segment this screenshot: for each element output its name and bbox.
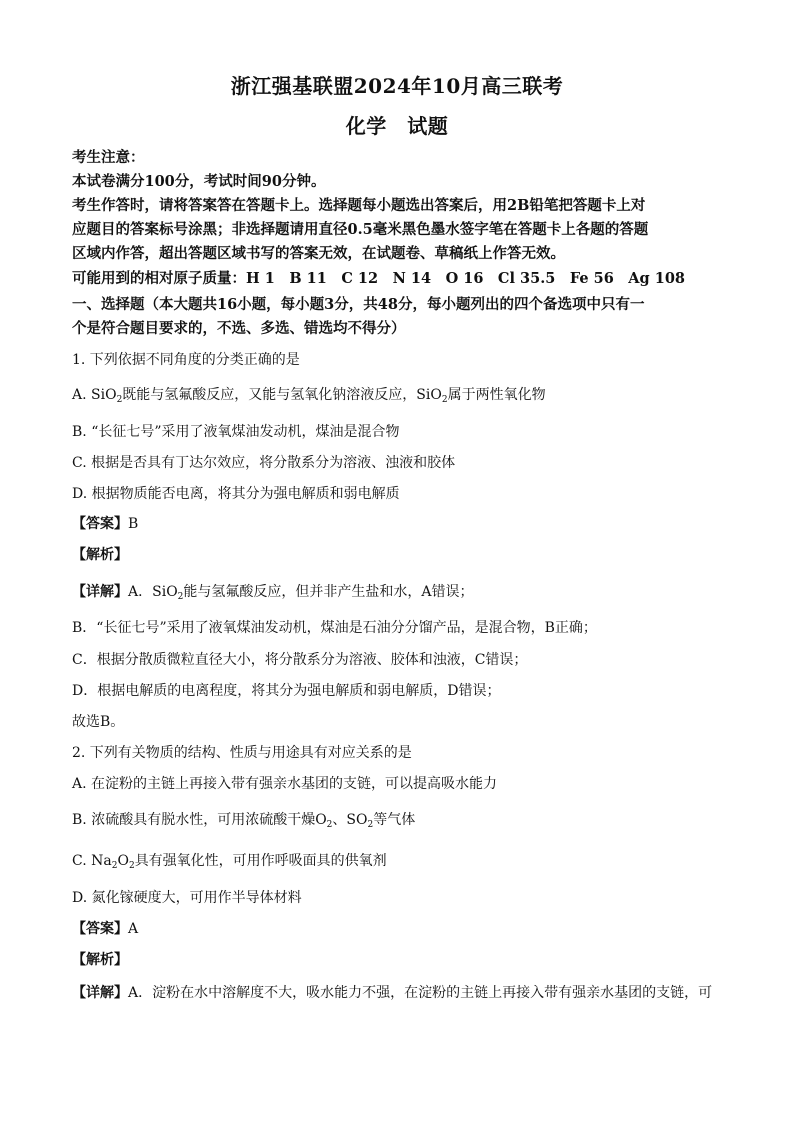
q2-answer-tag: 【答案】 [72, 921, 128, 937]
q2-detail-tag: 【详解】 [72, 985, 128, 1001]
q2-ea-text: A．淀粉在水中溶解度不大，吸水能力不强，在淀粉的主链上再接入带有强亲水基团的支链，可 [128, 985, 713, 1001]
q2-b-sub-2: 2 [367, 820, 374, 830]
notice-line-4: 区域内作答，超出答题区域书写的答案无效，在试题卷、草稿纸上作答无效。 [72, 245, 565, 262]
exam-title: 浙江强基联盟2024年10月高三联考 [230, 74, 564, 98]
q2-c-post: 具有强氧化性，可用作呼吸面具的供氧剂 [134, 853, 387, 869]
q1-answer [72, 514, 732, 534]
q1-a-post: 属于两性氧化物 [447, 387, 546, 403]
notice-heading: 考生注意： [72, 149, 145, 166]
q1-explain-a [72, 582, 732, 602]
q2-option-b [72, 810, 732, 830]
q1-a-formula-2: SiO [416, 387, 442, 403]
q1-a-prefix: A. [72, 387, 92, 403]
q2-stem: 2. 下列有关物质的结构、性质与用途具有对应关系的是 [72, 745, 412, 761]
exam-subtitle: 化学 试题 [345, 114, 449, 138]
atomic-masses: 可能用到的相对原子质量：H 1 B 11 C 12 N 14 O 16 Cl 35.5 Fe 56 Ag 108 [72, 270, 685, 287]
q1-explain-b: B．“长征七号”采用了液氧煤油发动机，煤油是石油分分馏产品，是混合物，B正确； [72, 620, 597, 636]
notice-line-1: 本试卷满分100分，考试时间90分钟。 [72, 173, 326, 190]
notice-line-2: 考生作答时，请将答案答在答题卡上。选择题每小题选出答案后，用2B铅笔把答题卡上对 [72, 197, 646, 214]
q1-a-sub-1: 2 [116, 395, 123, 405]
q1-conclusion: 故选B。 [72, 714, 125, 730]
q1-ea-post: 能与氢氟酸反应，但并非产生盐和水，A错误； [183, 584, 474, 600]
notice-line-3: 应题目的答案标号涂黑；非选择题请用直径0.5毫米黑色墨水签字笔在答题卡上各题的答题 [72, 221, 649, 238]
q2-option-a: A. 在淀粉的主链上再接入带有强亲水基团的支链，可以提高吸水能力 [72, 776, 498, 792]
q1-explain-c: C．根据分散质微粒直径大小，将分散系分为溶液、胶体和浊液，C错误； [72, 652, 528, 668]
q2-b-formula-1: O [315, 812, 327, 828]
q2-explain-a [72, 983, 732, 1003]
q1-ea-sub: 2 [177, 592, 184, 602]
q1-option-a [72, 385, 732, 405]
q2-option-c [72, 851, 732, 871]
q1-answer-value: B [128, 516, 139, 532]
q2-answer [72, 919, 732, 939]
q2-c-formula-1: Na [91, 853, 112, 869]
section-heading-1: 一、选择题（本大题共16小题，每小题3分，共48分，每小题列出的四个备选项中只有一 [72, 296, 645, 313]
q2-c-prefix: C. [72, 853, 92, 869]
q2-option-d: D. 氮化镓硬度大，可用作半导体材料 [72, 890, 302, 906]
q1-a-mid: 既能与氢氟酸反应，又能与氢氧化钠溶液反应， [122, 387, 417, 403]
q1-answer-tag: 【答案】 [72, 516, 128, 532]
q2-b-formula-2: SO [346, 812, 368, 828]
q1-analysis-tag: 【解析】 [72, 547, 128, 563]
q1-ea-formula: SiO [152, 584, 178, 600]
q2-c-sub-1: 2 [111, 861, 118, 871]
q1-explain-d: D．根据电解质的电离程度，将其分为强电解质和弱电解质，D错误； [72, 683, 501, 699]
q1-stem: 1. 下列依据不同角度的分类正确的是 [72, 352, 300, 368]
section-heading-2: 个是符合题目要求的，不选、多选、错选均不得分） [72, 320, 406, 337]
q2-c-sub-2: 2 [128, 861, 135, 871]
q1-option-b: B. “长征七号”采用了液氧煤油发动机，煤油是混合物 [72, 424, 400, 440]
q1-a-formula-1: SiO [91, 387, 117, 403]
q2-b-prefix: B. 浓硫酸具有脱水性，可用浓硫酸干燥 [72, 812, 316, 828]
q2-b-sub-1: 2 [326, 820, 333, 830]
q1-a-sub-2: 2 [441, 395, 448, 405]
q1-detail-tag: 【详解】 [72, 584, 128, 600]
q2-c-formula-2: O [117, 853, 129, 869]
q1-ea-prefix: A． [128, 584, 153, 600]
q1-option-c: C. 根据是否具有丁达尔效应，将分散系分为溶液、浊液和胶体 [72, 455, 456, 471]
q2-b-mid: 、 [332, 812, 347, 828]
q2-b-post: 等气体 [373, 812, 416, 828]
q1-option-d: D. 根据物质能否电离，将其分为强电解质和弱电解质 [72, 486, 400, 502]
q2-answer-value: A [128, 921, 139, 937]
q2-analysis-tag: 【解析】 [72, 952, 128, 968]
